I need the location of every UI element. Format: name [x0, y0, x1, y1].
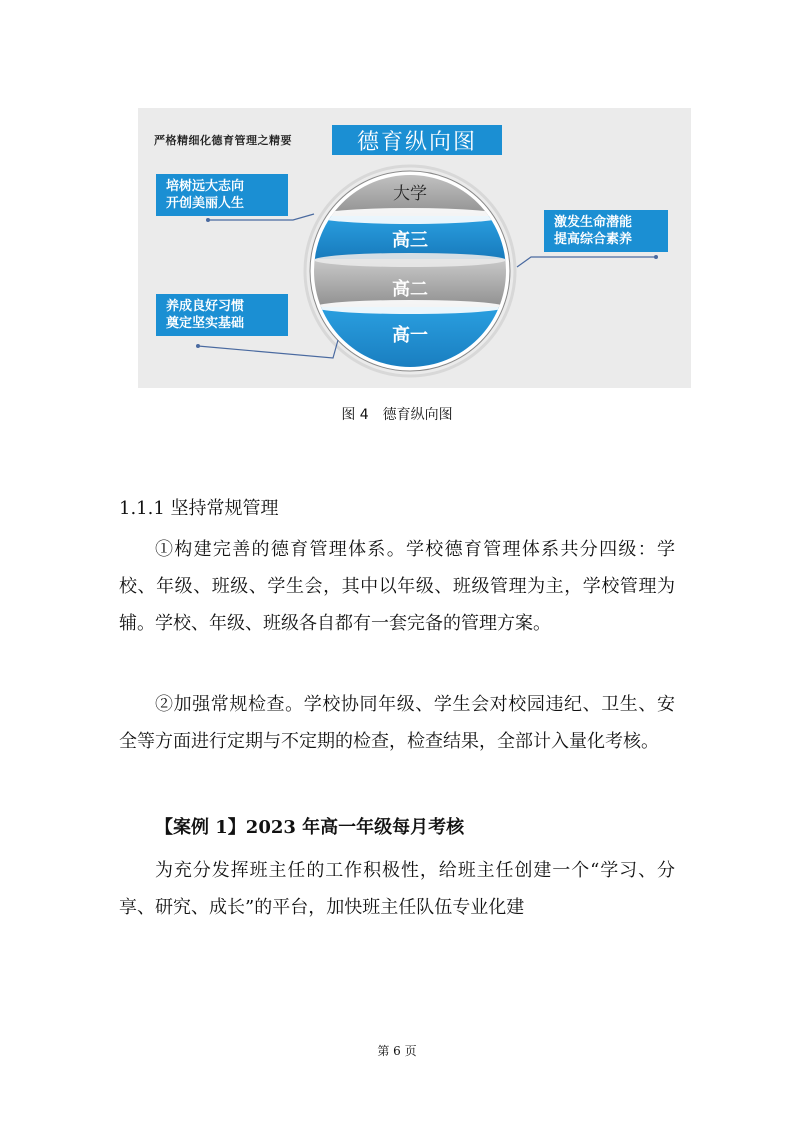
callout-left-bottom	[156, 294, 288, 336]
figure-subtitle: 严格精细化德育管理之精要	[154, 134, 292, 147]
paragraph-3: 为充分发挥班主任的工作积极性，给班主任创建一个“学习、分享、研究、成长”的平台，加快班主任队伍专业化建	[119, 860, 675, 918]
callout-left-top	[156, 174, 288, 216]
callout-line: 激发生命潜能	[554, 215, 633, 230]
figure-caption: 图 4 德育纵向图	[341, 407, 453, 423]
connector-right	[517, 257, 656, 267]
moral-education-figure	[138, 108, 691, 388]
page-number: 第 6 页	[377, 1044, 417, 1058]
callout-line: 开创美丽人生	[166, 196, 245, 211]
layer-label-senior2: 高二	[392, 279, 428, 300]
callout-line: 养成良好习惯	[166, 299, 245, 314]
callout-right	[544, 210, 668, 252]
section-heading: 1.1.1 坚持常规管理	[119, 498, 279, 519]
paragraph-1: ①构建完善的德育管理体系。学校德育管理体系共分四级：学校、年级、班级、学生会，其中以年级、班级管理为主，学校管理为辅。学校、年级、班级各自都有一套完备的管理方案。	[119, 539, 675, 634]
layer-label-university: 大学	[393, 184, 427, 204]
callout-line: 奠定坚实基础	[166, 316, 245, 331]
paragraph-2: ②加强常规检查。学校协同年级、学生会对校园违纪、卫生、安全等方面进行定期与不定期的检查，检查结果，全部计入量化考核。	[119, 694, 675, 752]
figure-title: 德育纵向图	[332, 125, 502, 155]
callout-line: 提高综合素养	[554, 232, 633, 247]
layer-label-senior3: 高三	[392, 230, 428, 251]
case-title: 【案例 1】2023 年高一年级每月考核	[155, 817, 465, 838]
layer-label-senior1: 高一	[392, 325, 428, 346]
connector-left-bottom	[198, 340, 338, 358]
callout-line: 培树远大志向	[166, 179, 245, 194]
